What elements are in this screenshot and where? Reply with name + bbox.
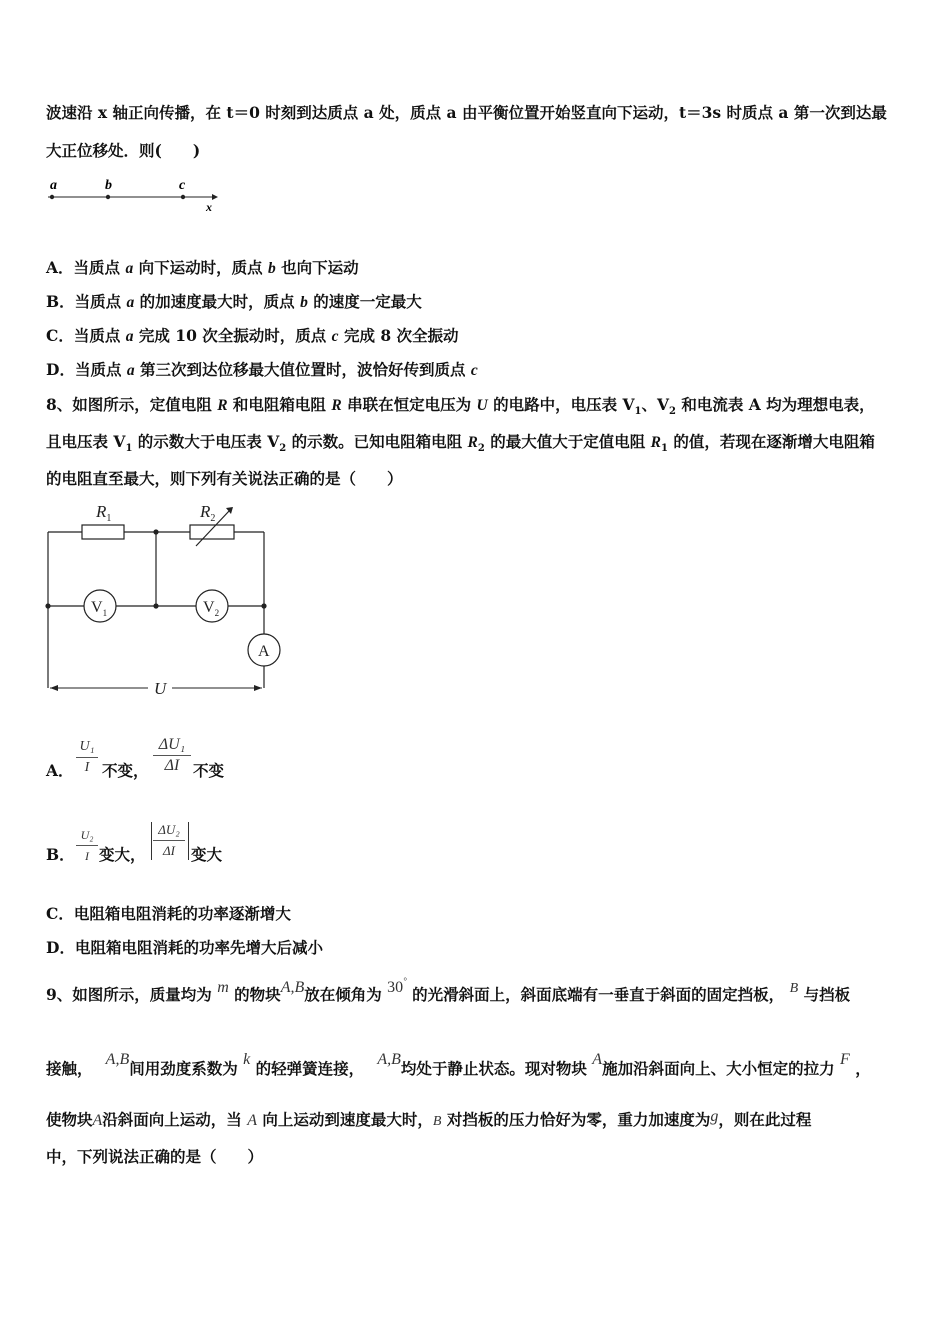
label-v2: $V_2$ — [203, 599, 220, 618]
q9-stem-line4: 中，下列说法正确的是（ ） — [46, 1147, 264, 1166]
q9-stem-line3: 使物块A沿斜面向上运动，当 A 向上运动到速度最大时，B 对挡板的压力恰好为零，重力加速度为g，则在此过程 — [46, 1108, 812, 1129]
label-b: b — [105, 178, 112, 193]
q9-stem-line2: 接触， A,B间用劲度系数为 k 的轻弹簧连接， A,B均处于静止状态。现对物块 A施加沿斜面向上、大小恒定的拉力 F ， — [46, 1051, 871, 1078]
q7-option-b[interactable]: B．当质点 a 的加速度最大时，质点 b 的速度一定最大 — [46, 292, 422, 311]
label-c: c — [179, 178, 186, 193]
q8-stem-line3: 的电阻直至最大，则下列有关说法正确的是（ ） — [46, 469, 403, 488]
fraction-du1-over-di: ΔU₁ ΔI — [153, 737, 191, 774]
q8-stem-line1: 8、如图所示，定值电阻 R 和电阻箱电阻 R 串联在恒定电压为 U 的电路中，电压表 $V_1$、$V_2$ 和电流表 A 均为理想电表， — [46, 395, 875, 418]
resistor-r2 — [190, 525, 234, 539]
q8-stem-line2: 且电压表 $V_1$ 的示数大于电压表 $V_2$ 的示数。已知电阻箱电阻 $R_2$ 的最大值大于定值电阻 $R_1$ 的值，若现在逐渐增大电阻箱 — [46, 432, 875, 455]
q8-circuit-diagram — [40, 498, 290, 703]
fraction-du2-over-di: ΔU₂ ΔI — [153, 822, 185, 859]
label-r1: $R_1$ — [96, 502, 112, 524]
fraction-u1-over-i: U₁ I — [76, 739, 98, 776]
q7-wave-figure — [46, 175, 226, 215]
point-a — [50, 195, 54, 199]
label-a: a — [50, 178, 57, 193]
label-x: x — [206, 200, 212, 214]
label-u: U — [154, 679, 167, 698]
label-r2: $R_2$ — [200, 502, 216, 524]
point-b — [106, 195, 110, 199]
q9-stem-line1: 9、如图所示，质量均为 m 的物块A,B放在倾角为 30° 的光滑斜面上，斜面底端有一垂直于斜面的固定挡板， B 与挡板 — [46, 976, 851, 1004]
q7-option-c[interactable]: C．当质点 a 完成 10 次全振动时，质点 c 完成 8 次全振动 — [46, 326, 459, 345]
label-v1: $V_1$ — [91, 599, 108, 618]
fraction-u2-over-i: U₂ I — [76, 827, 98, 864]
q7-option-d[interactable]: D．当质点 a 第三次到达位移最大值位置时，波恰好传到质点 c — [46, 360, 478, 379]
q7-stem-line1: 波速沿 x 轴正向传播，在 t＝0 时刻到达质点 a 处，质点 a 由平衡位置开始竖直向下运动，t＝3s 时质点 a 第一次到达最 — [46, 103, 887, 122]
resistor-r1 — [82, 525, 124, 539]
q7-option-a[interactable]: A．当质点 a 向下运动时，质点 b 也向下运动 — [46, 258, 359, 277]
q8-option-c[interactable]: C．电阻箱电阻消耗的功率逐渐增大 — [46, 904, 291, 923]
q7-stem-line2: 大正位移处．则( ) — [46, 141, 201, 160]
x-axis-arrow — [212, 194, 218, 200]
point-c — [181, 195, 185, 199]
q8-option-d[interactable]: D．电阻箱电阻消耗的功率先增大后减小 — [46, 938, 323, 957]
label-ammeter: A — [258, 643, 270, 660]
